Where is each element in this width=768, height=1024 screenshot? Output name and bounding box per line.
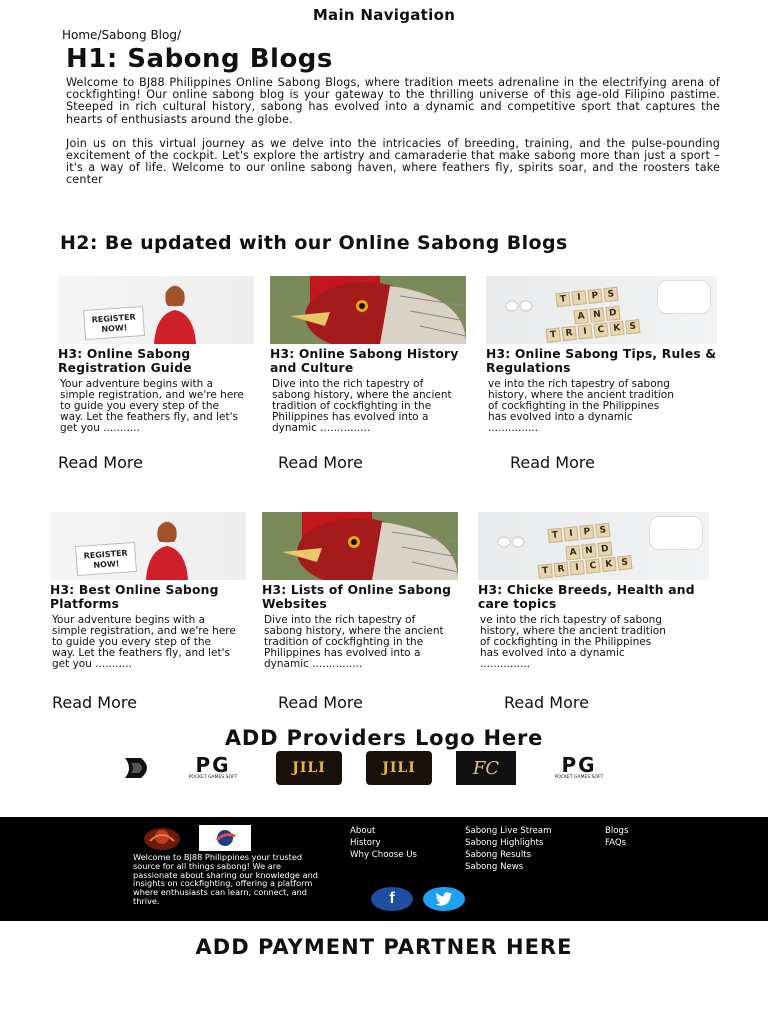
footer xyxy=(0,817,768,921)
partner-logo[interactable] xyxy=(199,825,251,851)
rooster-head-icon xyxy=(270,276,466,344)
intro-paragraph-2: Join us on this virtual journey as we delve into the intricacies of breeding, training, and the pulse-pounding excitement of the cockpit. Let's explore the artistry and camaraderie that make sabong more than just a sport – it's a way of life. Welcome to our online sabong haven, where feathers fly, spirits soar, and the roosters take center xyxy=(66,136,720,187)
pg-logo-subtext: POCKET GAMES SOFT xyxy=(554,775,604,780)
letter-tile: T xyxy=(538,563,553,578)
footer-link-history[interactable]: History xyxy=(350,838,381,848)
breadcrumb-current[interactable]: Sabong Blog/ xyxy=(101,28,182,42)
rooster-image[interactable] xyxy=(262,512,458,580)
footer-link-blogs[interactable]: Blogs xyxy=(605,826,629,836)
blog-card-description: Dive into the rich tapestry of sabong history, where the ancient tradition of cockfighting in the Philippines has evolved into a dynamic ............... xyxy=(264,615,444,670)
read-more-button[interactable]: Read More xyxy=(58,453,143,472)
payment-partner-heading: ADD PAYMENT PARTNER HERE xyxy=(195,935,573,959)
d-arrow-logo[interactable] xyxy=(118,751,158,785)
tile-word xyxy=(546,319,641,343)
rooster-image[interactable] xyxy=(270,276,466,344)
tile-word xyxy=(547,523,610,543)
earbuds-case-icon xyxy=(649,516,703,550)
read-more-button[interactable]: Read More xyxy=(278,453,363,472)
footer-link-results[interactable]: Sabong Results xyxy=(465,850,532,860)
facebook-icon[interactable] xyxy=(371,887,413,911)
providers-logo-row xyxy=(118,751,638,787)
letter-tile: I xyxy=(571,290,586,305)
footer-link-news[interactable]: Sabong News xyxy=(465,862,524,872)
blog-card-title[interactable]: H3: Online Sabong Registration Guide xyxy=(58,347,192,375)
letter-tile: R xyxy=(561,326,576,341)
tile-word xyxy=(538,555,633,579)
letter-tile: D xyxy=(605,306,620,321)
letter-tile: P xyxy=(587,288,602,303)
earbuds-case-icon xyxy=(657,280,711,314)
tips-and-tricks-image[interactable] xyxy=(478,512,709,580)
blog-card xyxy=(270,276,472,439)
intro-text xyxy=(66,77,720,199)
register-now-image[interactable] xyxy=(50,512,246,580)
letter-tile: T xyxy=(546,327,561,342)
blog-card-title[interactable]: H3: Online Sabong Tips, Rules & Regulations xyxy=(486,347,717,375)
rooster-logo[interactable] xyxy=(138,825,186,851)
blog-card-description: Your adventure begins with a simple registration, and we're here to guide you every step of the way. Let the feathers fly, and let's get you ........... xyxy=(60,379,244,434)
blog-card-title[interactable]: H3: Best Online Sabong Platforms xyxy=(50,583,219,611)
jili-logo-text: JILI xyxy=(382,760,416,776)
pg-logo-text: PG xyxy=(561,753,597,777)
blog-card-description: ve into the rich tapestry of sabong history, where the ancient tradition of cockfighting in the Philippines has evolved into a dynamic ............... xyxy=(480,615,666,670)
fc-logo-text: FC xyxy=(472,757,500,779)
letter-tile: K xyxy=(601,557,616,572)
read-more-button[interactable]: Read More xyxy=(52,693,137,712)
jili-logo[interactable] xyxy=(366,751,432,785)
tile-word xyxy=(555,287,618,307)
rooster-head-icon xyxy=(262,512,458,580)
main-navigation[interactable]: Main Navigation xyxy=(312,6,456,24)
letter-tile: T xyxy=(547,528,562,543)
letter-tile: S xyxy=(603,287,618,302)
read-more-button[interactable]: Read More xyxy=(504,693,589,712)
tips-and-tricks-image[interactable] xyxy=(486,276,717,344)
blog-card xyxy=(262,512,464,675)
blogs-heading: H2: Be updated with our Online Sabong Blogs xyxy=(60,232,568,254)
blog-card-title[interactable]: H3: Lists of Online Sabong Websites xyxy=(262,583,452,611)
blog-card xyxy=(50,512,252,675)
blog-card-title[interactable]: H3: Online Sabong History and Culture xyxy=(270,347,459,375)
footer-link-faqs[interactable]: FAQs xyxy=(605,838,627,848)
breadcrumb-home[interactable]: Home xyxy=(62,28,98,42)
breadcrumb xyxy=(62,28,181,42)
providers-heading: ADD Providers Logo Here xyxy=(224,726,544,750)
page-title: H1: Sabong Blogs xyxy=(66,44,333,74)
register-now-sign: REGISTER NOW! xyxy=(75,542,137,576)
footer-link-why-choose-us[interactable]: Why Choose Us xyxy=(350,850,417,860)
pg-soft-logo[interactable] xyxy=(544,751,614,785)
blog-card-description: Dive into the rich tapestry of sabong history, where the ancient tradition of cockfighting in the Philippines has evolved into a dynamic ............... xyxy=(272,379,452,434)
jili-logo-text: JILI xyxy=(292,760,326,776)
woman-figure xyxy=(136,518,198,580)
blog-card-title[interactable]: H3: Chicke Breeds, Health and care topics xyxy=(478,583,695,611)
footer-link-about[interactable]: About xyxy=(350,826,376,836)
breadcrumb-separator: / xyxy=(97,28,102,42)
facebook-glyph: f xyxy=(389,890,395,907)
letter-tile: P xyxy=(579,524,594,539)
fc-logo[interactable] xyxy=(456,751,516,785)
letter-tile: N xyxy=(581,543,596,558)
letter-tile: I xyxy=(577,324,592,339)
letter-tile: R xyxy=(553,562,568,577)
pg-soft-logo[interactable] xyxy=(178,751,248,785)
read-more-button[interactable]: Read More xyxy=(278,693,363,712)
letter-tile: S xyxy=(617,555,632,570)
pg-logo-text: PG xyxy=(195,753,231,777)
read-more-button[interactable]: Read More xyxy=(510,453,595,472)
woman-figure xyxy=(144,282,206,344)
letter-tile: N xyxy=(589,307,604,322)
twitter-icon[interactable] xyxy=(423,887,465,911)
pg-logo-subtext: POCKET GAMES SOFT xyxy=(188,775,238,780)
earbuds-icon xyxy=(496,534,526,550)
footer-about-text: Welcome to BJ88 Philippines your trusted source for all things sabong! We are passionate about sharing our knowledge and insights on cockfighting, offering a platform where enthusiasts can learn, connect, and thrive. xyxy=(133,852,318,906)
blog-card xyxy=(486,276,723,439)
footer-link-live-stream[interactable]: Sabong Live Stream xyxy=(465,826,552,836)
letter-tile: T xyxy=(555,292,570,307)
earbuds-icon xyxy=(504,298,534,314)
register-now-sign: REGISTER NOW! xyxy=(83,306,145,340)
letter-tile: S xyxy=(595,523,610,538)
letter-tile: K xyxy=(609,321,624,336)
letter-tile: D xyxy=(597,542,612,557)
letter-tile: I xyxy=(563,526,578,541)
blog-card xyxy=(58,276,260,439)
blog-card-description: ve into the rich tapestry of sabong history, where the ancient tradition of cockfighting in the Philippines has evolved into a dynamic ............... xyxy=(488,379,674,434)
letter-tile: C xyxy=(585,558,600,573)
register-now-image[interactable] xyxy=(58,276,254,344)
blog-card-description: Your adventure begins with a simple registration, and we're here to guide you every step of the way. Let the feathers fly, and let's get you ........... xyxy=(52,615,236,670)
letter-tile: I xyxy=(569,560,584,575)
blog-card xyxy=(478,512,715,675)
intro-paragraph-1: Welcome to BJ88 Philippines Online Sabong Blogs, where tradition meets adrenaline in the electrifying arena of cockfighting! Our online sabong blog is your gateway to the thrilling universe of this age-old Filipino pastime. Steeped in rich cultural history, sabong has evolved into a dynamic and competitive sport that captures the hearts of enthusiasts around the globe. xyxy=(66,76,720,126)
letter-tile: S xyxy=(625,319,640,334)
letter-tile: C xyxy=(593,322,608,337)
footer-link-highlights[interactable]: Sabong Highlights xyxy=(465,838,544,848)
jili-logo[interactable] xyxy=(276,751,342,785)
letter-tile: A xyxy=(565,545,580,560)
letter-tile: A xyxy=(573,309,588,324)
